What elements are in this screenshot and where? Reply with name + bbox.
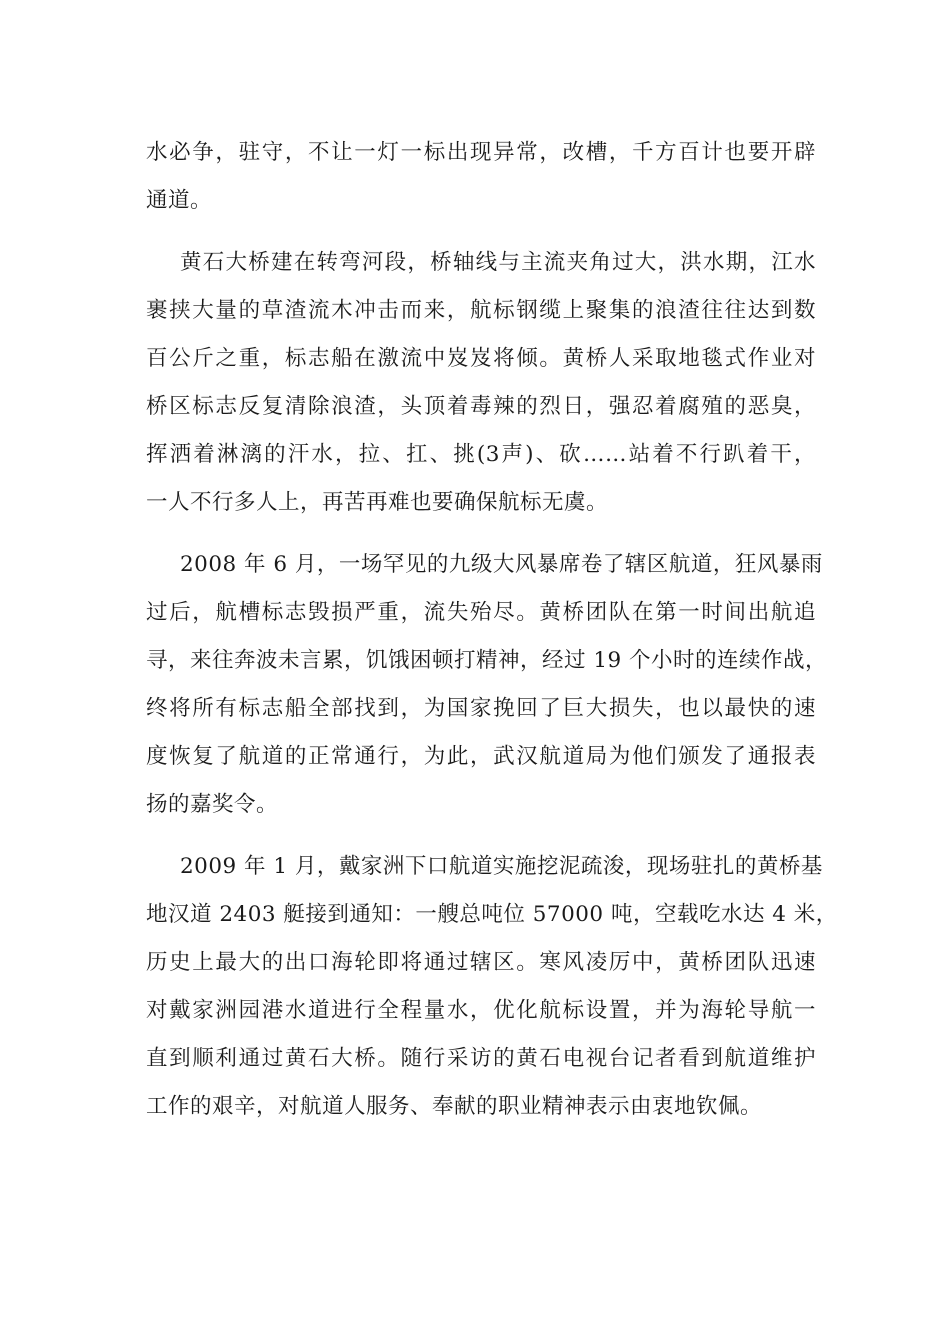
paragraph-line: 桥区标志反复清除浪渣，头顶着毒辣的烈日，强忍着腐殖的恶臭， xyxy=(146,394,816,419)
paragraph-line: 寻，来往奔波未言累，饥饿困顿打精神，经过 19 个小时的连续作战， xyxy=(146,648,828,673)
paragraph-line: 扬的嘉奖令。 xyxy=(146,792,279,817)
paragraph-line: 一人不行多人上，再苦再难也要确保航标无虞。 xyxy=(146,490,609,515)
paragraph-3 xyxy=(146,541,828,829)
paragraph-4 xyxy=(146,843,838,1131)
paragraph-line: 终将所有标志船全部找到，为国家挽回了巨大损失，也以最快的速 xyxy=(146,696,816,721)
paragraph-line: 百公斤之重，标志船在激流中岌岌将倾。黄桥人采取地毯式作业对 xyxy=(146,346,816,371)
paragraph-line: 历史上最大的出口海轮即将通过辖区。寒风凌厉中，黄桥团队迅速 xyxy=(146,950,816,975)
paragraph-line: 2009 年 1 月，戴家洲下口航道实施挖泥疏浚，现场驻扎的黄桥基 xyxy=(180,854,823,879)
paragraph-line: 黄石大桥建在转弯河段，桥轴线与主流夹角过大，洪水期，江水 xyxy=(180,250,816,275)
paragraph-spacer xyxy=(146,829,816,843)
paragraph-spacer xyxy=(146,225,816,239)
paragraph-2 xyxy=(146,239,816,527)
paragraph-line: 裹挟大量的草渣流木冲击而来，航标钢缆上聚集的浪渣往往达到数 xyxy=(146,298,816,323)
paragraph-line: 挥洒着淋漓的汗水，拉、扛、挑(3声)、砍……站着不行趴着干， xyxy=(146,442,816,467)
paragraph-line: 水必争，驻守，不让一灯一标出现异常，改槽，千方百计也要开辟 xyxy=(146,140,816,165)
paragraph-line: 地汉道 2403 艇接到通知：一艘总吨位 57000 吨，空载吃水达 4 米， xyxy=(146,902,838,927)
paragraph-line: 度恢复了航道的正常通行，为此，武汉航道局为他们颁发了通报表 xyxy=(146,744,816,769)
paragraph-line: 工作的艰辛，对航道人服务、奉献的职业精神表示由衷地钦佩。 xyxy=(146,1094,763,1119)
paragraph-line: 直到顺利通过黄石大桥。随行采访的黄石电视台记者看到航道维护 xyxy=(146,1046,816,1071)
paragraph-line: 过后，航槽标志毁损严重，流失殆尽。黄桥团队在第一时间出航追 xyxy=(146,600,816,625)
document-body xyxy=(146,129,838,1131)
paragraph-line: 2008 年 6 月，一场罕见的九级大风暴席卷了辖区航道，狂风暴雨 xyxy=(180,552,823,577)
paragraph-line: 对戴家洲园港水道进行全程量水，优化航标设置，并为海轮导航一 xyxy=(146,998,816,1023)
paragraph-spacer xyxy=(146,527,816,541)
paragraph-1 xyxy=(146,129,816,225)
paragraph-line: 通道。 xyxy=(146,188,213,213)
